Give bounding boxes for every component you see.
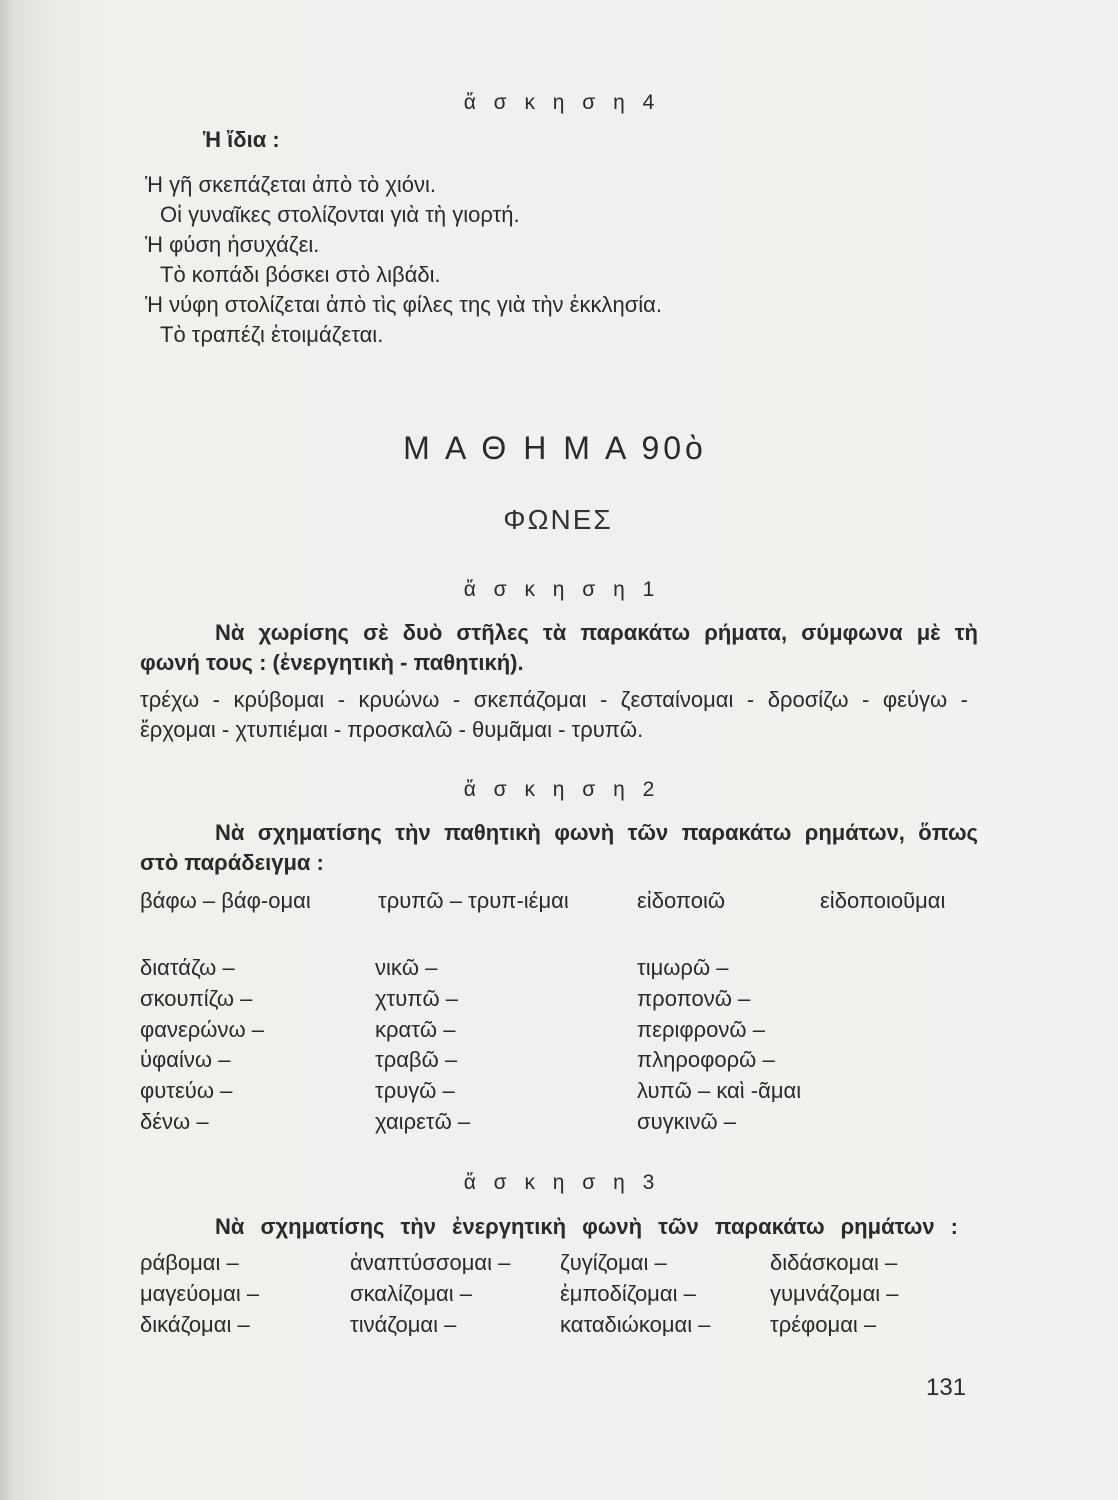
verb-item: νικῶ –	[375, 955, 438, 980]
verb-item: διατάζω –	[140, 955, 235, 980]
exercise-heading-4: ἄ σ κ η σ η 4	[463, 91, 661, 114]
instruction-line: φωνή τους : (ἐνεργητικὴ - παθητική).	[140, 650, 524, 675]
sentence: Ἡ νύφη στολίζεται ἀπὸ τὶς φίλες της γιὰ τὴν ἐκκλησία.	[145, 292, 663, 317]
page-number: 131	[926, 1374, 967, 1401]
verb-item: φανερώνω –	[140, 1017, 265, 1042]
sentence: Τὸ τραπέζι ἑτοιμάζεται.	[160, 322, 384, 347]
verb-item: περιφρονῶ –	[637, 1017, 765, 1042]
verb-item: τιμωρῶ –	[637, 955, 729, 980]
verb-item: καταδιώκομαι –	[560, 1312, 711, 1337]
exercise-heading-1: ἄ σ κ η σ η 1	[463, 578, 661, 601]
verb-item: ράβομαι –	[140, 1250, 239, 1275]
lesson-subtitle: ΦΩΝΕΣ	[503, 504, 613, 535]
example-item: βάφω – βάφ-ομαι	[140, 888, 311, 913]
verb-item: τρυγῶ –	[375, 1078, 455, 1103]
verb-item: χαιρετῶ –	[375, 1109, 471, 1134]
instruction-line: Νὰ σχηματίσης τὴν παθητικὴ φωνὴ τῶν παρακάτω ρημάτων, ὅπως	[215, 820, 978, 845]
verb-item: ζυγίζομαι –	[560, 1250, 667, 1275]
verb-item: πληροφορῶ –	[637, 1047, 775, 1072]
lesson-title: Μ Α Θ Η Μ Α 90ὸ	[403, 430, 707, 466]
instruction-line: στὸ παράδειγμα :	[140, 850, 324, 875]
verb-item: τρέφομαι –	[770, 1312, 877, 1337]
sentence: Ἡ φύση ἡσυχάζει.	[145, 232, 320, 257]
verb-item: διδάσκομαι –	[770, 1250, 898, 1275]
verb-item: κρατῶ –	[375, 1017, 456, 1042]
verb-item: ἐμποδίζομαι –	[560, 1281, 696, 1306]
verb-item: χτυπῶ –	[375, 986, 458, 1011]
verb-item: ἀναπτύσσομαι –	[350, 1250, 511, 1275]
instruction-line: Νὰ χωρίσης σὲ δυὸ στῆλες τὰ παρακάτω ρήματα, σύμφωνα μὲ τὴ	[215, 620, 978, 645]
exercise-heading-2: ἄ σ κ η σ η 2	[463, 778, 661, 801]
sentence: Ἡ γῆ σκεπάζεται ἀπὸ τὸ χιόνι.	[145, 172, 437, 197]
sentence: Οἱ γυναῖκες στολίζονται γιὰ τὴ γιορτή.	[160, 202, 520, 227]
sentence: Τὸ κοπάδι βόσκει στὸ λιβάδι.	[160, 262, 441, 287]
verb-item: μαγεύομαι –	[140, 1281, 260, 1306]
verb-item: τραβῶ –	[375, 1047, 458, 1072]
example-item: τρυπῶ – τρυπ-ιέμαι	[378, 888, 569, 913]
exercise-subheading: Ἡ ἴδια :	[203, 127, 280, 152]
example-item: εἰδοποιοῦμαι	[820, 888, 946, 913]
verb-item: φυτεύω –	[140, 1078, 233, 1103]
verb-list-line: ἔρχομαι - χτυπιέμαι - προσκαλῶ - θυμᾶμαι - τρυπῶ.	[140, 717, 644, 742]
verb-list-line: τρέχω - κρύβομαι - κρυώνω - σκεπάζομαι - ζεσταίνομαι - δροσίζω - φεύγω -	[140, 687, 968, 712]
verb-item: ὑφαίνω –	[140, 1047, 231, 1072]
verb-item: προπονῶ –	[637, 986, 751, 1011]
verb-item: δικάζομαι –	[140, 1312, 250, 1337]
verb-item: γυμνάζομαι –	[770, 1281, 899, 1306]
exercise-heading-3: ἄ σ κ η σ η 3	[463, 1171, 661, 1194]
example-item: εἰδοποιῶ	[637, 888, 726, 913]
verb-item: τινάζομαι –	[350, 1312, 457, 1337]
verb-item: σκουπίζω –	[140, 986, 253, 1011]
verb-item: συγκινῶ –	[637, 1109, 737, 1134]
instruction-line: Νὰ σχηματίσης τὴν ἐνεργητικὴ φωνὴ τῶν παρακάτω ρημάτων :	[215, 1214, 958, 1239]
verb-item: δένω –	[140, 1109, 209, 1134]
verb-item: λυπῶ – καὶ -ᾶμαι	[637, 1078, 802, 1103]
verb-item: σκαλίζομαι –	[350, 1281, 473, 1306]
